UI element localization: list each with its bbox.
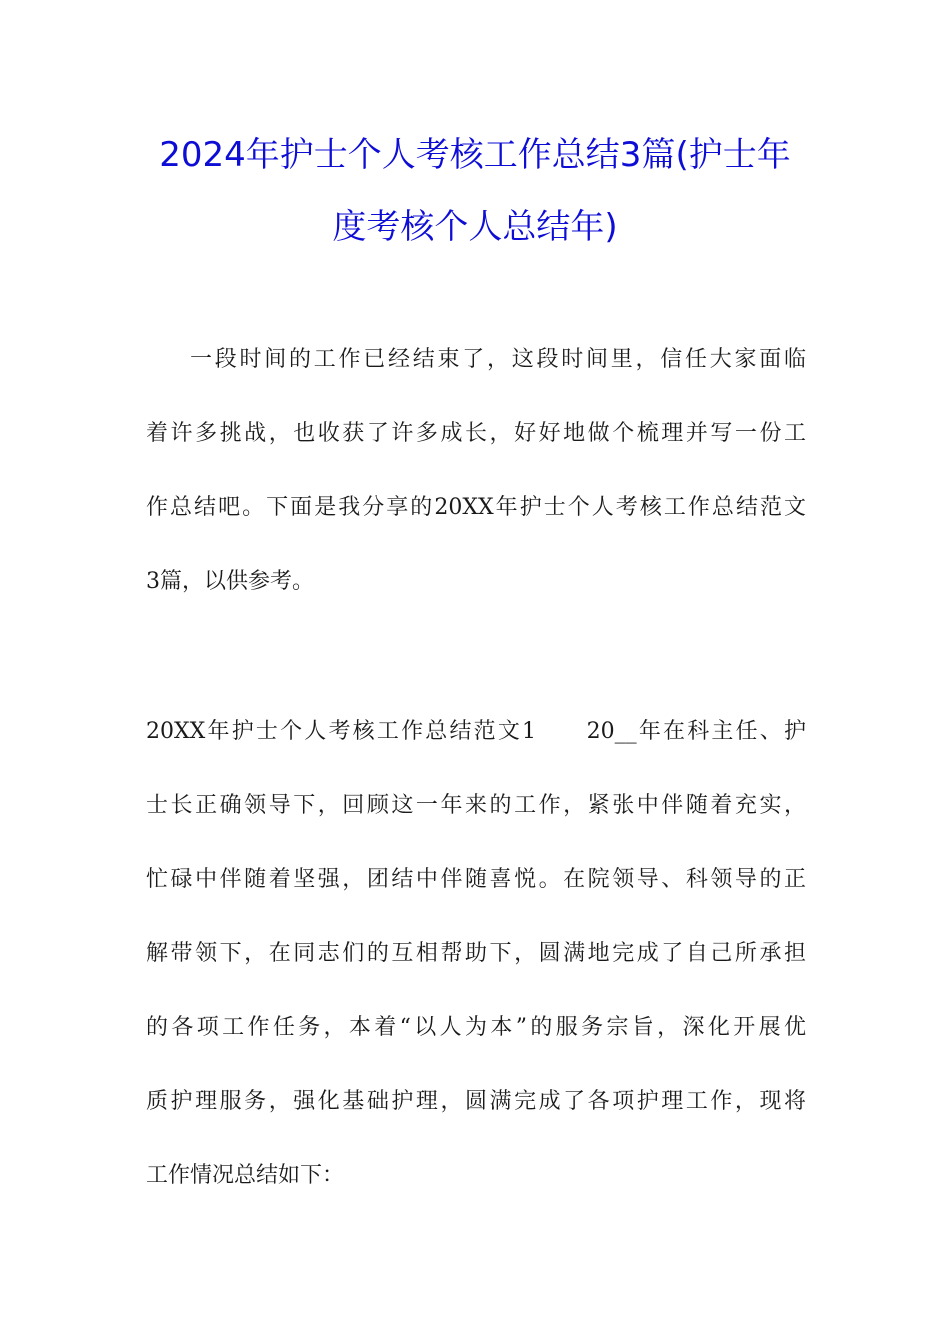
section-1-line-2: 士长正确领导下，回顾这一年来的工作，紧张中伴随着充实， xyxy=(146,793,806,818)
section-1-line-1: 20XX年护士个人考核工作总结范文1 20__年在科主任、护 xyxy=(146,719,806,744)
intro-line-3: 作总结吧。下面是我分享的20XX年护士个人考核工作总结范文 xyxy=(146,495,806,520)
intro-line-4: 3篇，以供参考。 xyxy=(146,569,314,594)
section-1-line-5: 的各项工作任务，本着“以人为本”的服务宗旨，深化开展优 xyxy=(146,1015,806,1040)
document-title-line-2: 度考核个人总结年) xyxy=(332,207,618,247)
section-1-line-7: 工作情况总结如下： xyxy=(146,1163,345,1188)
intro-line-1: 一段时间的工作已经结束了，这段时间里，信任大家面临 xyxy=(190,347,806,372)
section-1-line-4: 解带领下，在同志们的互相帮助下，圆满地完成了自己所承担 xyxy=(146,941,806,966)
intro-line-2: 着许多挑战，也收获了许多成长，好好地做个梳理并写一份工 xyxy=(146,421,806,446)
section-1-line-6: 质护理服务，强化基础护理，圆满完成了各项护理工作，现将 xyxy=(146,1089,806,1114)
section-1-line-3: 忙碌中伴随着坚强，团结中伴随喜悦。在院领导、科领导的正 xyxy=(146,867,806,892)
document-title-line-1: 2024年护士个人考核工作总结3篇(护士年 xyxy=(159,135,791,175)
